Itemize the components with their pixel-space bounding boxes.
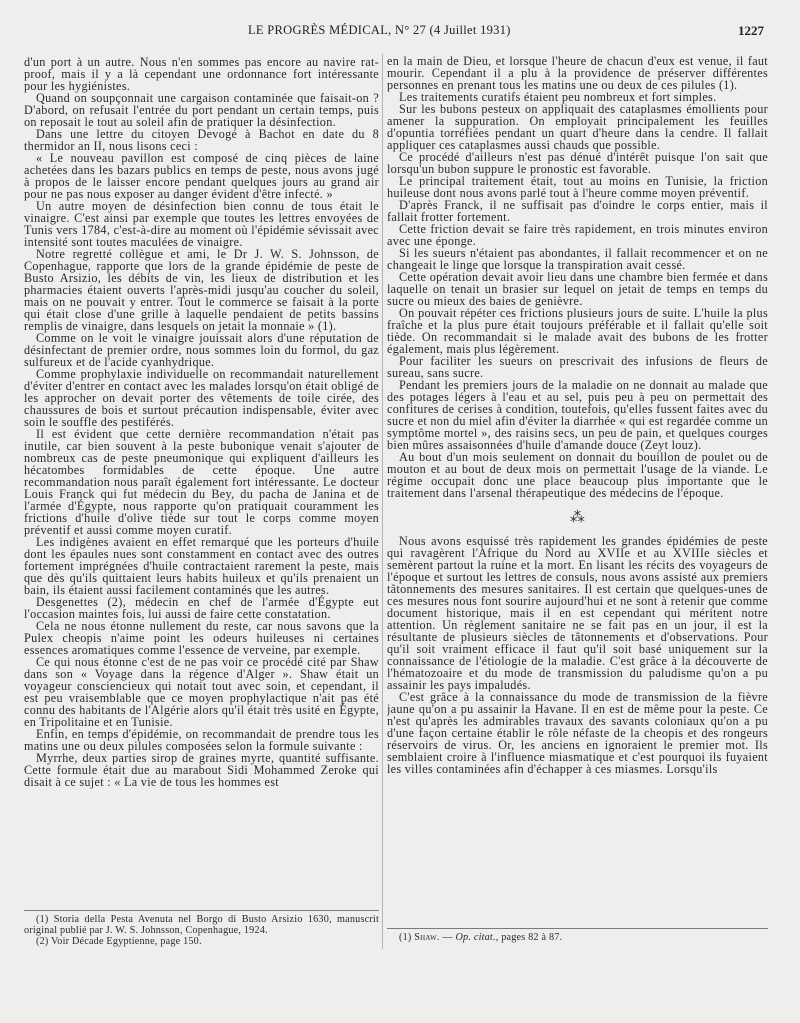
body-paragraph: Notre regretté collègue et ami, le Dr J. W. S. Johnsson, de Copenhague, rapporte que lors de la grande épidémie de peste de Busto Arsizio, les débits de vin, les lieux de distribution et les pharmacies étaient ouverts l'après-midi jusqu'au coucher du soleil, mais on ne pouvait y entrer. Tout le commerce se faisait à la porte qui était close d'une grille à laquelle pendaient de petits bassins remplis de vinaigre, dans lesquels on jetait la monnaie » (1). <box>24 247 379 333</box>
body-paragraph: Dans une lettre du citoyen Devogé à Bachot en date du 8 thermidor an II, nous lisons ceci : <box>24 127 379 153</box>
body-paragraph: Ce procédé d'ailleurs n'est pas dénué d'intérêt puisque l'on sait que lorsqu'un bubon suppure le pronostic est favorable. <box>387 150 768 176</box>
body-paragraph: Il est évident que cette dernière recommandation n'était pas inutile, car bien souvent à la peste bubonique venait s'ajouter de nombreux cas de peste pneumonique qui expliquent d'ailleurs les hécatombes formidables de cette époque. Une autre recommandation nous paraît également fort intéressante. Le docteur Louis Franck qui fut médecin du Bey, du pacha de Janina et de l'armée d'Égypte, nous rapporte qu'on pratiquait couramment les frictions d'huile d'olive tiède sur tout le corps comme moyen préventif et aussi comme moyen curatif. <box>24 427 379 537</box>
body-paragraph: Quand on soupçonnait une cargaison contaminée que faisait-on ? D'abord, on refusait l'entrée du port pendant un certain temps, puis on reposait le tout au soleil afin de pratiquer la désinfection. <box>24 91 379 129</box>
body-paragraph: Au bout d'un mois seulement on donnait du bouillon de poulet ou de mouton et au bout de deux mois on permettait l'usage de la viande. Le régime occupait donc une place beaucoup plus importante que le traitement dans l'arsenal thérapeutique des médecins de l'époque. <box>387 450 768 500</box>
body-paragraph: d'un port à un autre. Nous n'en sommes pas encore au navire rat-proof, mais il y a là cependant une ordonnance fort intéressante pour les hygiénistes. <box>24 56 379 93</box>
footnote-work: Op. citat. <box>455 932 496 943</box>
body-paragraph: C'est grâce à la connaissance du mode de transmission de la fièvre jaune qu'on a pu assainir la Havane. Il en est de même pour la peste. Ce n'est qu'après les admirables travaux des savants coloniaux qu'on a pu d'une façon certaine établir le rôle néfaste de la cheopis et des rongeurs réservoirs de virus. Or, les anciens en ignoraient le premier mot. Ils semblaient croire à l'influence miasmatique et c'est pourquoi ils fuyaient les villes contaminées afin d'échapper à ces miasmes. Lorsqu'ils <box>387 690 768 776</box>
left-column <box>24 56 379 908</box>
body-paragraph: Cette friction devait se faire très rapidement, en trois minutes environ avec une éponge. <box>387 222 768 248</box>
footnote-number: (1) <box>399 932 412 943</box>
body-paragraph: On pouvait répéter ces frictions plusieurs jours de suite. L'huile la plus fraîche et la plus pure était toujours préférable et il fallait qu'elle soit tiède. On recommandait si le malade avait des bubons de les frotter également, mais plus légèrement. <box>387 306 768 356</box>
quoted-letter: « Le nouveau pavillon est composé de cinq pièces de laine achetées dans les bazars publics en temps de peste, nous avons jugé à propos de le laisser encore pendant quelques jours au grand air pour ne pas nous exposer au danger évident d'être infecté. » <box>24 151 379 201</box>
body-paragraph: D'après Franck, il ne suffisait pas d'oindre le corps entier, mais il fallait frotter fortement. <box>387 198 768 224</box>
body-paragraph: Pour faciliter les sueurs on prescrivait des infusions de fleurs de sureau, sans sucre. <box>387 354 768 380</box>
footnote-pages: , pages 82 à 87. <box>495 932 563 943</box>
footnote: (2) Voir Décade Egyptienne, page 150. <box>36 936 202 947</box>
section-break-asterism: ⁂ <box>569 508 586 526</box>
body-paragraph: Myrrhe, deux parties sirop de graines myrte, quantité suffisante. Cette formule était due au marabout Sidi Mohammed Zeroke qui disait à ce sujet : « La vie de tous les hommes est <box>24 751 379 789</box>
footnote: (1) Storia della Pesta Avenuta nel Borgo di Busto Arsizio 1630, manuscrit original publié par J. W. S. Johnsson, Copenhague, 1924. <box>24 914 379 936</box>
body-paragraph: Desgenettes (2), médecin en chef de l'armée d'Égypte eut l'occasion maintes fois, lui aussi de faire cette constatation. <box>24 595 379 621</box>
page-number: 1227 <box>738 23 764 38</box>
body-paragraph: Les traitements curatifs étaient peu nombreux et fort simples. <box>399 90 717 104</box>
body-paragraph: Un autre moyen de désinfection bien connu de tous était le vinaigre. C'est ainsi par exemple que toutes les lettres envoyées de Tunis vers 1784, c'est-à-dire au moment où l'épidémie sévissait avec intensité sont toutes maculées de vinaigre. <box>24 199 379 249</box>
body-paragraph: Le principal traitement était, tout au moins en Tunisie, la friction huileuse dont nous avons parlé tout à l'heure comme moyen préventif. <box>387 174 768 200</box>
right-footnotes <box>387 928 768 943</box>
body-paragraph: Pendant les premiers jours de la maladie on ne donnait au malade que des potages légers à l'eau et au sel, puis peu à peu on permettait des confitures de cerises à condition, toutefois, qu'elles fussent faites avec du sucre et non du miel afin d'éviter la diarrhée « qui est regardée comme un symptôme mortel », des raisins secs, un peu de pain, et quelques courges bien mûres assaisonnées d'huile d'amande douce (Zeyt louz). <box>387 378 768 452</box>
footnote <box>387 932 768 943</box>
body-paragraph: Nous avons esquissé très rapidement les grandes épidémies de peste qui ravagèrent l'Afrique du Nord au XVIIe et au XVIIIe siècles et semèrent partout la ruine et la mort. En lisant les récits des voyageurs de l'époque et surtout les lettres de consuls, nous avons assisté aux premiers tâtonnements des mesures sanitaires. Il est certain que quelques-unes de ces mesures nous font sourire aujourd'hui et ne sont à retenir que comme document historique, mais il en est cependant qui méritent notre attention. Un règlement sanitaire ne se fait pas en un jour, il est la résultante de plusieurs siècles de tâtonnements et d'observations. Pour qu'il soit vraiment efficace il faut qu'il soit basé uniquement sur la connaissance de l'étiologie de la maladie. C'est grâce à la découverte de l'hématozoaire et du mode de transmission du paludisme qu'on a pu assainir les pays impaludés. <box>387 534 768 692</box>
body-paragraph: Sur les bubons pesteux on appliquait des cataplasmes émollients pour amener la suppuration. On employait principalement les feuilles d'opuntia torréfiées pendant un quart d'heure dans la cendre. Il fallait appliquer ces cataplasmes aussi chauds que possible. <box>387 102 768 152</box>
footnote-separator: . — <box>436 932 453 943</box>
body-paragraph: en la main de Dieu, et lorsque l'heure de chacun d'eux est venue, il faut mourir. Cependant il a plu à la providence de préserver différentes personnes en prenant tous les matins une ou deux de ces pilules (1). <box>387 55 768 92</box>
column-rule <box>382 54 383 949</box>
left-footnotes <box>24 910 379 947</box>
body-paragraph: Cette opération devait avoir lieu dans une chambre bien fermée et dans laquelle on tenait un brasier sur lequel on jetait de temps en temps du sucre ou mieux des baies de genièvre. <box>387 270 768 308</box>
body-paragraph: Enfin, en temps d'épidémie, on recommandait de prendre tous les matins une ou deux pilules composées selon la formule suivante : <box>24 727 379 753</box>
right-column <box>387 55 768 925</box>
body-paragraph: Cela ne nous étonne nullement du reste, car nous savons que la Pulex cheopis n'aime point les odeurs huileuses ni certaines essences aromatiques comme l'essence de verveine, par exemple. <box>24 619 379 657</box>
body-paragraph: Les indigènes avaient en effet remarqué que les porteurs d'huile dont les épaules nues sont constamment en contact avec des outres fortement imprégnées d'huile contractaient rarement la peste, mais que dès qu'ils quittaient leurs habits huileux et qu'ils prenaient un bain, ils étaient aussi facilement contaminés que les autres. <box>24 535 379 597</box>
footnote-author: Shaw <box>414 932 437 943</box>
body-paragraph: Si les sueurs n'étaient pas abondantes, il fallait recommencer et on ne changeait le linge que lorsque la transpiration avait cessé. <box>387 246 768 272</box>
body-paragraph: Ce qui nous étonne c'est de ne pas voir ce procédé cité par Shaw dans son « Voyage dans la régence d'Alger ». Shaw était un voyageur consciencieux qui notait tout avec soin, et cependant, il est peu vraisemblable que ce moyen prophylactique n'ait pas été connu des habitants de l'Algérie alors qu'il était très usité en Égypte, en Tripolitaine et en Tunisie. <box>24 655 379 729</box>
body-paragraph: Comme prophylaxie individuelle on recommandait naturellement d'éviter d'entrer en contact avec les malades lorsqu'on était obligé de les approcher on devait porter des vêtements de toile cirée, des chaussures de bois et surtout précaution indispensable, éviter avec soin le souffle des pestiférés. <box>24 367 379 429</box>
running-head: LE PROGRÈS MÉDICAL, N° 27 (4 Juillet 1931) <box>248 23 511 37</box>
body-paragraph: Comme on le voit le vinaigre jouissait alors d'une réputation de désinfectant de premier ordre, nous sommes loin du formol, du gaz sulfureux et de l'acide cyanhydrique. <box>24 331 379 369</box>
